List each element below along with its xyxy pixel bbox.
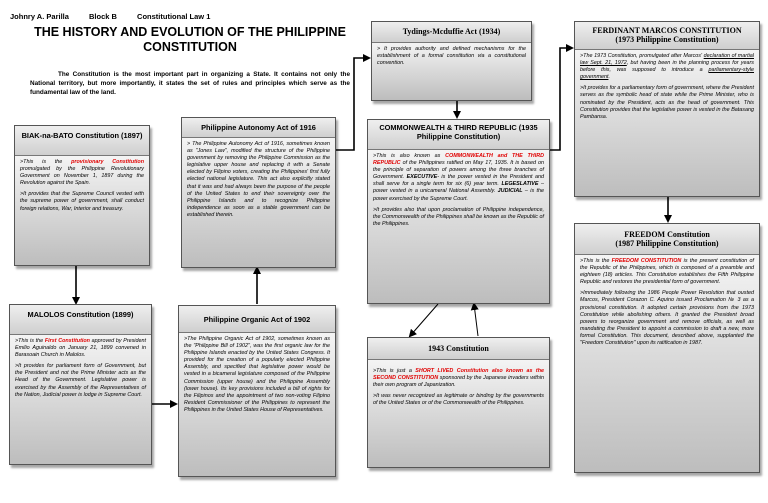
arrow-1943-to-commonwealth <box>474 304 478 336</box>
node-marcos-1973 <box>574 21 760 197</box>
node-title-line1: FERDINANT MARCOS CONSTITUTION <box>592 26 742 35</box>
node-body: >This is the First Constitution approved by President Emilio Aguinaldo on January 21, 1899 convened in Barasoain Church in Malolos. >It provides for parliament form of Government, but the President and not the Prime Minister acts as the Head of the Government. Legislative power is exercised by the Assembly of the Representatives of the Nation, Judicial power is lodge in Supreme Court. <box>10 335 151 464</box>
node-title: Tydings-Mcduffie Act (1934) <box>372 22 531 43</box>
node-title <box>575 224 759 255</box>
node-title: Philippine Organic Act of 1902 <box>179 306 335 333</box>
node-body: >The Philippine Organic Act of 1902, sometimes known as the "Philippine Bill of 1902", was the first organic law for the Philippine Islands enacted by the United States Congress. It provided for the creation of a popularly elected Philippine Assembly, and specified that legislative power would be vested in a bicameral legislature composed of the Philippine Commission (upper house) and the Philippine Assembly (lower house). Its key provisions included a bill of rights for the Filipinos and the appointment of two non-voting Filipino Resident Commissioner of the Philippines to represent the Philippines in the United States House of Representatives. <box>179 333 335 476</box>
node-body: >The 1973 Constitution, promulgated after Marcos' declaration of martial law Sept. 21, 1972, but having been in the planning process for years before this, was supposed to introduce a parliamentary-style government. >It provides for a parliamentary form of government, where the President serves as the symbolic head of state while the Prime Minister, who is nominated by the President, acts as the head of government. This Constitution provides that the legislative power is vested in the Batasang Pambansa. <box>575 50 759 196</box>
node-title-line1: FREEDOM Constitution <box>624 230 710 239</box>
arrow-commonwealth-to-1943 <box>410 304 438 336</box>
intro-paragraph: The Constitution is the most important part in organizing a State. It contains not only the National territory, but more importantly, it states the set of rules and principles which serve as the fundamental law of the land. <box>30 71 350 96</box>
node-title: 1943 Constitution <box>368 338 549 360</box>
node-organic-act-1902 <box>178 305 336 477</box>
node-tydings-mcduffie <box>371 21 532 101</box>
node-1943-constitution <box>367 337 550 468</box>
node-body: >This is also known as COMMONWEALTH and THE THIRD REPUBLIC of the Philippines ratified on May 17, 1935. It is based on the principle of separation of powers among the three branches of Government. EXECUTIVE- is the power vested in the President and shall serve for a single term for six (6) year term. LEGESLATIVE – power vested in a unicameral National Assembly. JUDICIAL – is the power exercised by the Supreme Court. >It provides also that upon proclamation of Philippine independence, the Commonwealth of the Philippines shall be known as the Republic of the Philippines. <box>368 150 549 303</box>
node-autonomy-act-1916 <box>181 117 336 268</box>
node-body: >This is just a SHORT LIVED Constitution also known as the SECOND CONSTITUTION sponsored by the Japanese invaders within their own program of Japanization. >It was never recognized as legitimate or binding by the governments of the United States or of the Commonwealth of the Philippines. <box>368 360 549 467</box>
node-title: Philippine Autonomy Act of 1916 <box>182 118 335 138</box>
node-title <box>575 22 759 50</box>
node-body: > The Philippine Autonomy Act of 1916, sometimes known as "Jones Law", modified the structure of the Philippine government by removing the Philippine Commission as the legislative upper house and replacing it with a Senate elected by Filipino voters, creating the Philippines' first fully elected national legislature. This act also explicitly stated that it was and had always been the purpose of the people of the United States to end their sovereignty over the Philippine Islands and to recognize Philippine independence as soon as a stable government can be established therein. <box>182 138 335 267</box>
node-freedom-1987 <box>574 223 760 473</box>
page-title: THE HISTORY AND EVOLUTION OF THE PHILIPPINE CONSTITUTION <box>34 25 346 54</box>
node-commonwealth-1935 <box>367 119 550 304</box>
node-title: COMMONWEALTH & THIRD REPUBLIC (1935 Philippine Constitution) <box>368 120 549 150</box>
node-malolos <box>9 304 152 465</box>
node-title-line2: (1973 Philippine Constitution) <box>615 35 719 44</box>
node-title-line2: (1987 Philippine Constitution) <box>615 239 719 248</box>
node-title: MALOLOS Constitution (1899) <box>10 305 151 335</box>
node-body: >This is the FREEDOM CONSTITUTION is the present constitution of the Republic of the Philippines, which is composed of a preamble and eighteen (18) articles. This Constitution establishes the Fifth Philippine Republic and restores the presidential form of government. >Immediately following the 1986 People Power Revolution that ousted Marcos, President Corazon C. Aquino issued Proclamation № 3 as a provisional constitution. It adopted certain provisions from the 1973 Constitution while abolishing others. It granted the President broad powers to reorganize government and remove officials, as well as mandating the President to appoint a commission to draft a new, more formal Constitution. This document, described above, supplanted the "Freedom Constitution" upon its ratification in 1987. <box>575 255 759 472</box>
node-title: BIAK-na-BATO Constitution (1897) <box>15 126 149 156</box>
arrow-commonwealth-to-marcos <box>550 48 572 150</box>
node-biak-na-bato <box>14 125 150 266</box>
node-body: > It provides authority and defined mechanisms for the establishment of a formal constitution via a constitutional convention. <box>372 43 531 100</box>
document-header <box>10 12 228 21</box>
subject-label: Constitutional Law 1 <box>137 12 211 21</box>
author-name: Johnry A. Parilla <box>10 12 69 21</box>
block-label: Block B <box>89 12 117 21</box>
node-body: >This is the provisionary Constitution promulgated by the Philippine Revolutionary Government on November 1, 1897 during the Revolution against the Spain. >It provides that the Supreme Council vested with the supreme power of government, shall conduct foreign relations, War, Interior and treasury. <box>15 156 149 265</box>
